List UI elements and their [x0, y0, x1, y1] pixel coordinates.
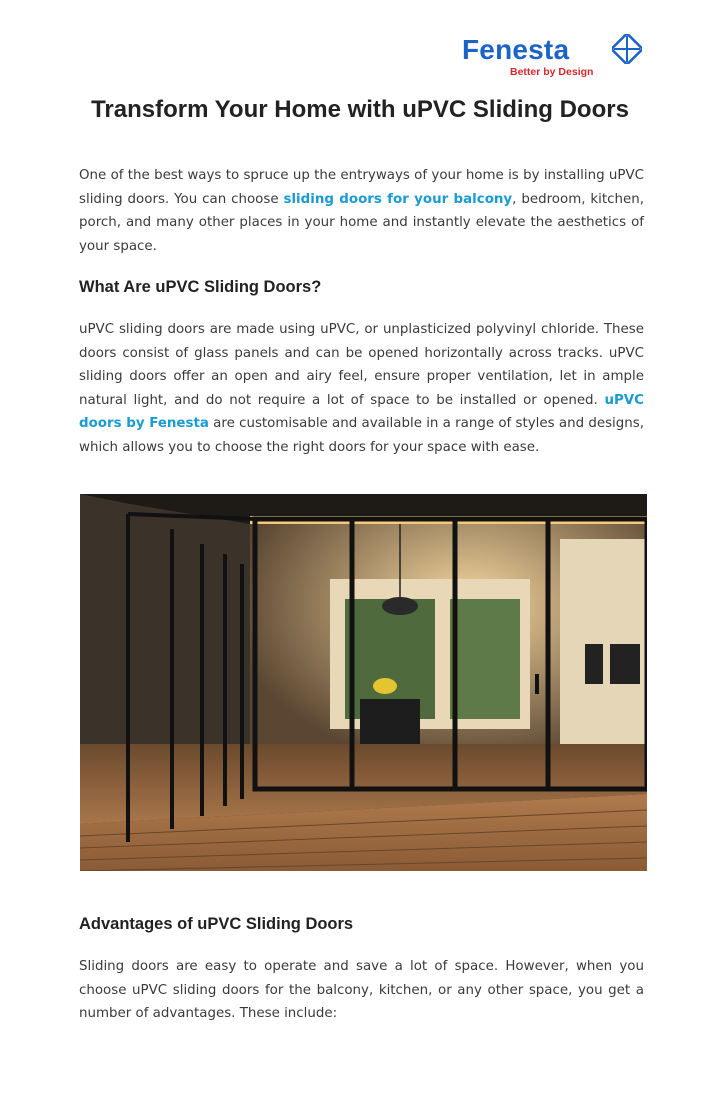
page-title: Transform Your Home with uPVC Sliding Doors [91, 96, 629, 123]
section1-paragraph [79, 318, 644, 459]
logo-wordmark: Fenesta [462, 34, 570, 65]
upvc-doors-fenesta-link[interactable]: uPVC doors by Fenesta [79, 392, 644, 431]
section-heading-what-are: What Are uPVC Sliding Doors? [79, 278, 322, 296]
sliding-doors-photo [80, 494, 647, 871]
section1-text-after: are customisable and available in a range of styles and designs, which allows you to choose the right doors for your space with ease. [79, 416, 644, 455]
intro-text-before: One of the best ways to spruce up the entryways of your home is by installing uPVC sliding doors. You can choose [79, 168, 644, 207]
section2-paragraph: Sliding doors are easy to operate and save a lot of space. However, when you choose uPVC sliding doors for the balcony, kitchen, or any other space, you get a number of advantages. These include: [79, 959, 644, 1021]
logo-tagline: Better by Design [510, 66, 594, 78]
intro-paragraph [79, 164, 644, 258]
section-heading-advantages: Advantages of uPVC Sliding Doors [79, 915, 354, 933]
logo-star-icon [612, 34, 642, 64]
balcony-sliding-doors-link[interactable]: sliding doors for your balcony [283, 191, 513, 207]
fenesta-logo [460, 34, 650, 80]
section1-text-before: uPVC sliding doors are made using uPVC, or unplasticized polyvinyl chloride. These doors consist of glass panels and can be opened horizontally across tracks. uPVC sliding doors offer an open and airy feel, ensure proper ventilation, let in ample natural light, and do not require a lot of space to be installed or opened. [79, 322, 644, 408]
intro-text-after: , bedroom, kitchen, porch, and many other places in your home and instantly elevate the aesthetics of your space. [79, 191, 644, 254]
